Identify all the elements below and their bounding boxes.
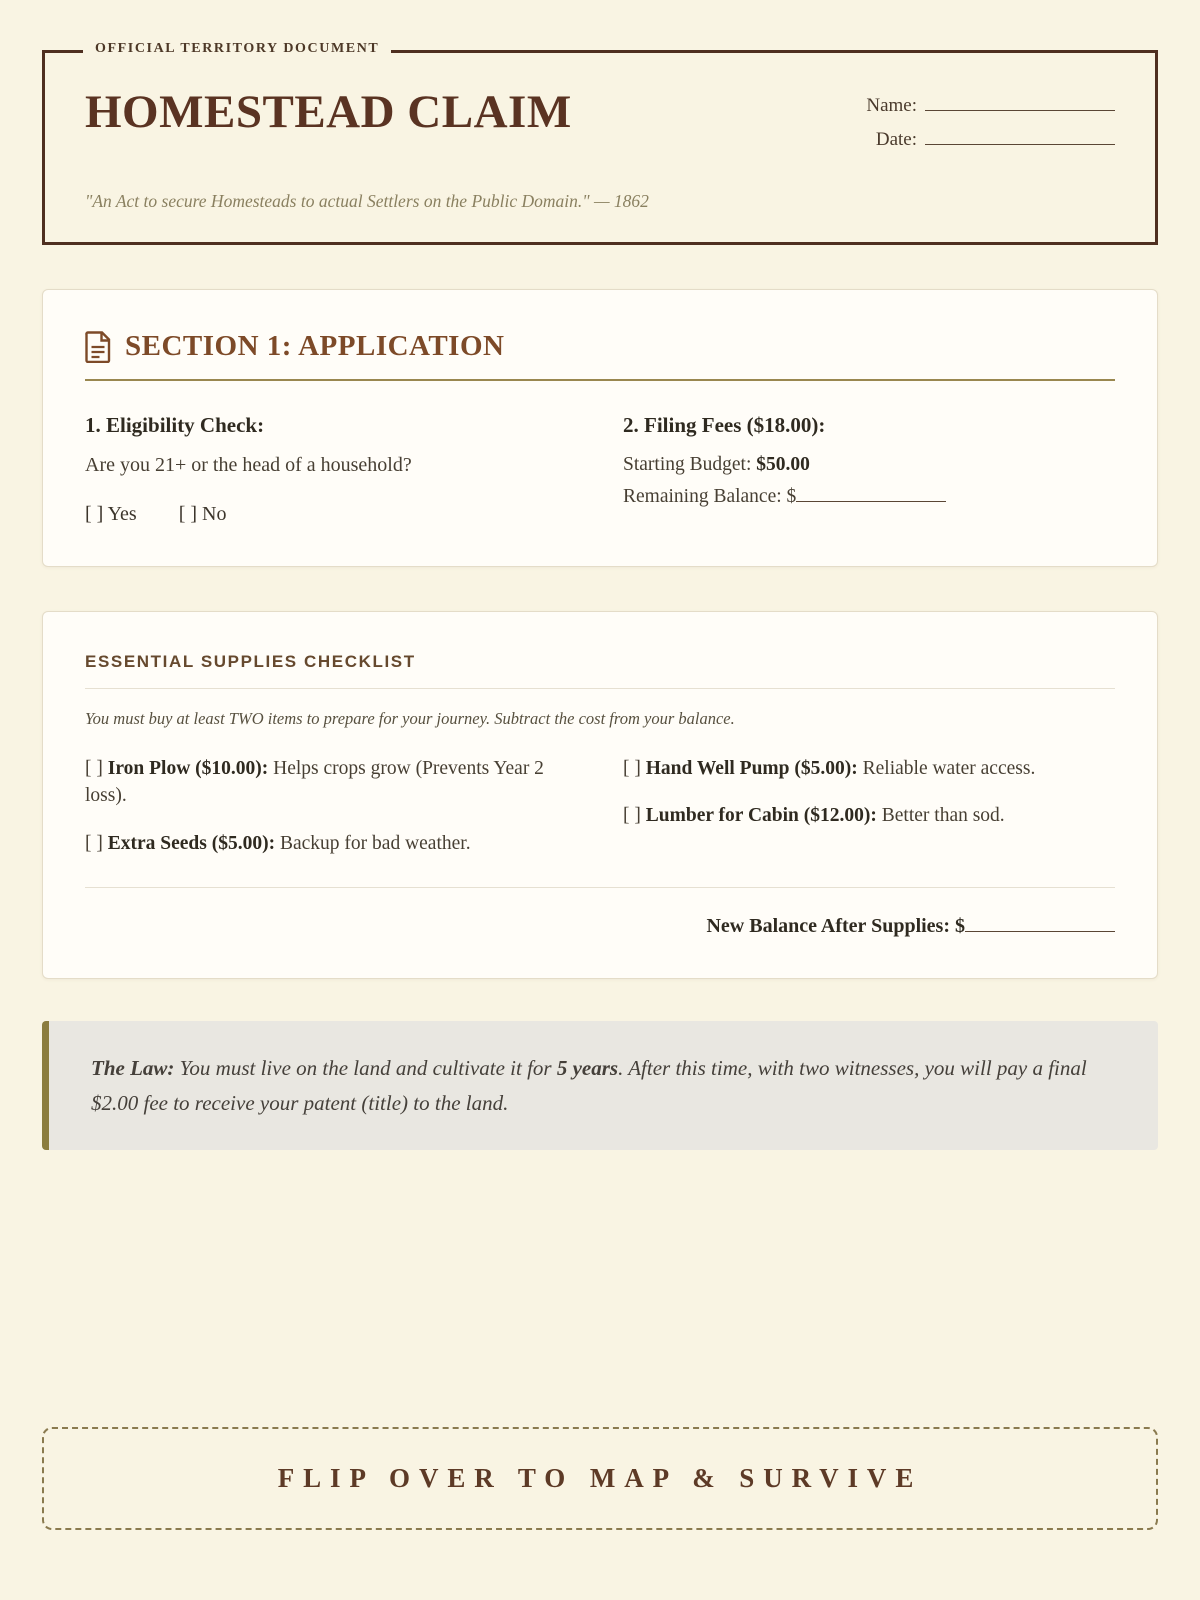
extra-seeds-name: Extra Seeds ($5.00): — [107, 832, 276, 854]
iron-plow-name: Iron Plow ($10.00): — [107, 758, 269, 779]
law-emphasis: 5 years — [556, 1055, 619, 1080]
section1-heading-row — [85, 330, 1115, 381]
supplies-checklist — [85, 755, 1115, 857]
iron-plow-desc: Helps crops grow (Prevents Year 2 loss). — [85, 758, 544, 807]
section1-card — [42, 289, 1158, 567]
law-label: The Law: — [91, 1055, 175, 1080]
checklist-left-column — [85, 755, 577, 857]
section1-columns — [85, 413, 1115, 526]
supplies-heading: ESSENTIAL SUPPLIES CHECKLIST — [85, 652, 416, 671]
eligibility-options — [85, 503, 577, 526]
hand-well-pump-checkbox[interactable]: [ ] — [623, 758, 646, 779]
yes-checkbox[interactable]: [ ] Yes — [85, 503, 137, 525]
official-tag: OFFICIAL TERRITORY DOCUMENT — [83, 41, 391, 57]
eligibility-question: Are you 21+ or the head of a household? — [85, 454, 412, 476]
document-icon — [85, 331, 111, 363]
supplies-card — [42, 611, 1158, 979]
name-date-block — [866, 87, 1115, 161]
new-balance-fill-line[interactable] — [965, 914, 1115, 932]
remaining-balance-line — [623, 484, 1115, 508]
law-callout — [42, 1021, 1158, 1150]
checklist-right-column — [623, 755, 1115, 857]
remaining-balance-label: Remaining Balance: $ — [623, 486, 797, 507]
hand-well-pump-name: Hand Well Pump ($5.00): — [645, 758, 858, 779]
checklist-item-lumber-for-cabin — [623, 802, 1115, 829]
starting-budget-value: $50.00 — [756, 454, 810, 475]
starting-budget-line — [623, 454, 1115, 476]
checklist-item-hand-well-pump — [623, 755, 1115, 782]
date-fill-line[interactable] — [925, 127, 1115, 145]
supplies-divider — [85, 688, 1115, 689]
extra-seeds-desc: Backup for bad weather. — [275, 832, 471, 854]
flip-over-label: FLIP OVER TO MAP & SURVIVE — [277, 1463, 923, 1493]
lumber-for-cabin-name: Lumber for Cabin ($12.00): — [645, 805, 877, 827]
lumber-for-cabin-desc: Better than sod. — [876, 805, 1005, 827]
document-header — [42, 41, 1158, 245]
name-label: Name: — [866, 95, 917, 116]
flip-over-banner — [42, 1427, 1158, 1530]
checklist-item-extra-seeds — [85, 830, 577, 857]
law-text-after: . After this time, with two witnesses, you will pay a final $2.00 fee to receive your patent (title) to the land. — [91, 1055, 1087, 1115]
law-text-before: You must live on the land and cultivate it for — [174, 1055, 557, 1080]
hand-well-pump-desc: Reliable water access. — [857, 758, 1036, 779]
fees-column — [623, 413, 1115, 526]
date-row — [866, 127, 1115, 151]
lumber-for-cabin-checkbox[interactable]: [ ] — [623, 805, 646, 827]
page-title: HOMESTEAD CLAIM — [85, 86, 572, 138]
act-quote: "An Act to secure Homesteads to actual Settlers on the Public Domain." — 1862 — [85, 191, 649, 211]
header-top-row — [85, 87, 1115, 161]
eligibility-title: 1. Eligibility Check: — [85, 413, 265, 437]
no-checkbox[interactable]: [ ] No — [178, 503, 227, 525]
new-balance-row — [85, 887, 1115, 938]
remaining-balance-fill-line[interactable] — [796, 484, 946, 502]
name-row — [866, 93, 1115, 117]
name-fill-line[interactable] — [925, 93, 1115, 111]
checklist-item-iron-plow — [85, 755, 577, 810]
eligibility-column — [85, 413, 577, 526]
supplies-note: You must buy at least TWO items to prepare for your journey. Subtract the cost from your balance. — [85, 709, 735, 728]
section1-title: SECTION 1: APPLICATION — [125, 330, 505, 362]
new-balance-label: New Balance After Supplies: $ — [706, 914, 965, 937]
iron-plow-checkbox[interactable]: [ ] — [85, 758, 108, 779]
extra-seeds-checkbox[interactable]: [ ] — [85, 832, 108, 854]
starting-budget-label: Starting Budget: — [623, 454, 757, 475]
date-label: Date: — [875, 129, 917, 150]
fees-title: 2. Filing Fees ($18.00): — [623, 413, 826, 437]
